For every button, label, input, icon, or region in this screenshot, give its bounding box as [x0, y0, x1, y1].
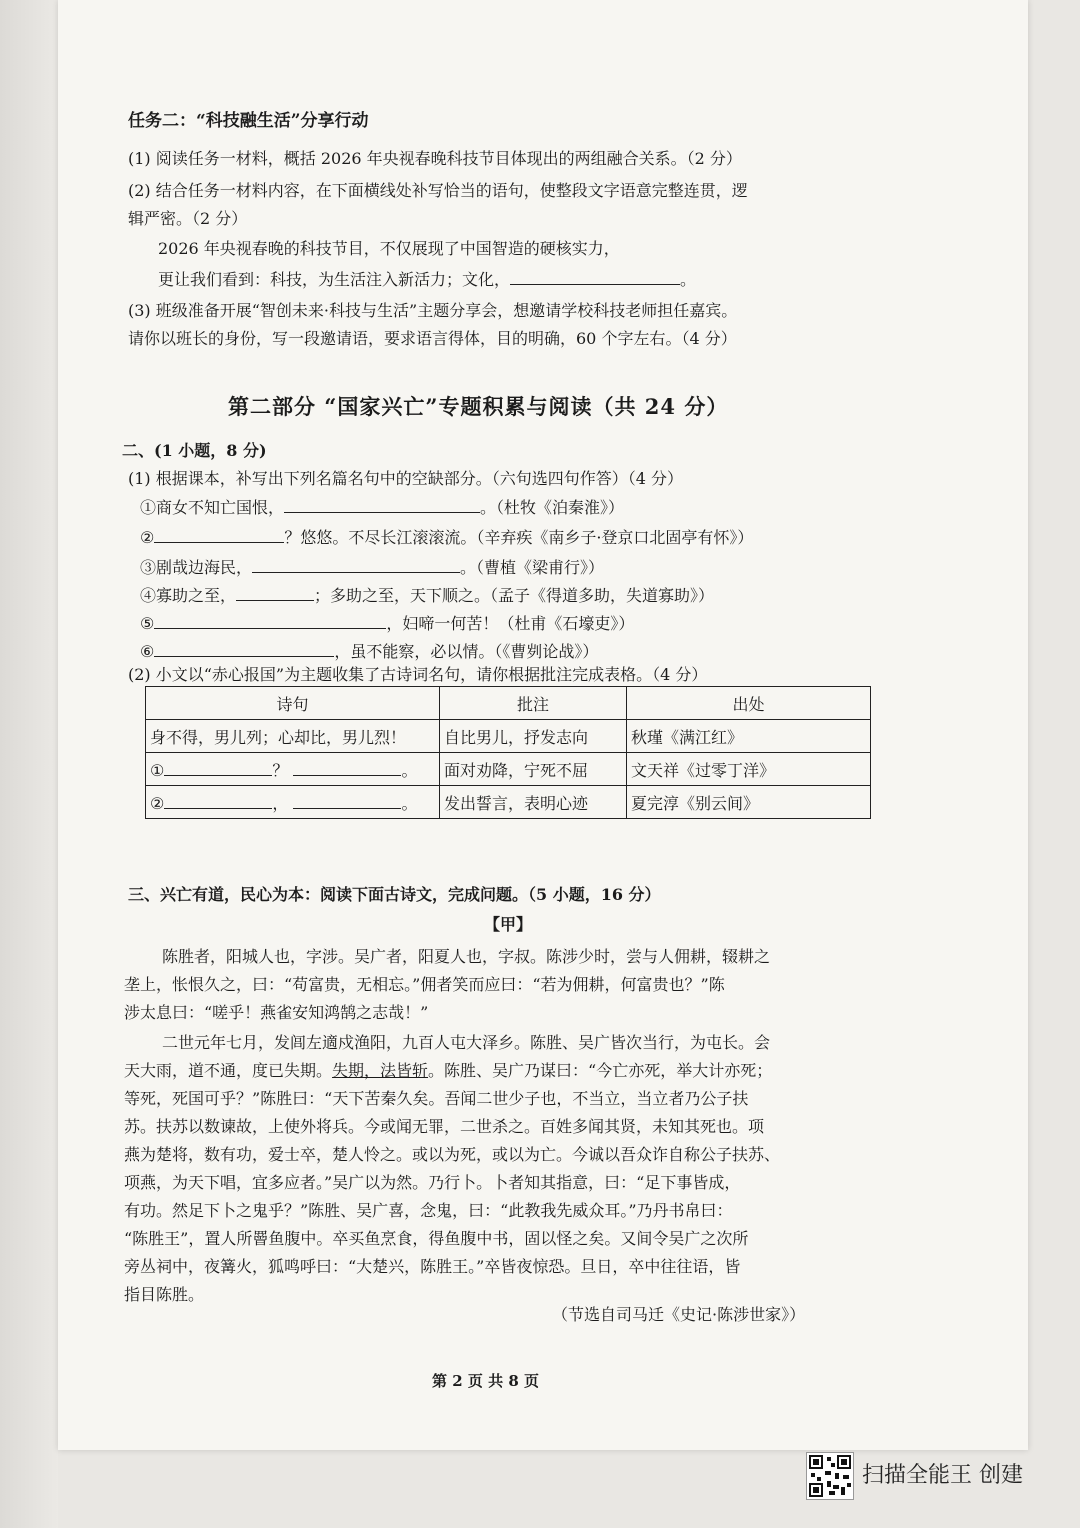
task2-q2-line1: (2) 结合任务一材料内容，在下面横线处补写恰当的语句，使整段文字语意完整连贯，逻 [128, 181, 748, 200]
passage-line: “陈胜王”，置人所罾鱼腹中。卒买鱼烹食，得鱼腹中书，固以怪之矣。又间令吴广之次所 [124, 1229, 749, 1248]
paper-edge [0, 0, 58, 1528]
cell-poem-blank [146, 753, 440, 786]
answer-blank[interactable] [164, 792, 272, 809]
qr-code-icon[interactable] [806, 1452, 854, 1500]
item4-text: ④寡助之至， [140, 586, 237, 605]
passage-label-jia: 【甲】 [484, 915, 533, 934]
item6-mark: ⑥ [140, 642, 155, 661]
passage-text: 天大雨，道不通，度已失期。 [124, 1061, 333, 1080]
answer-blank[interactable] [154, 640, 334, 657]
cell-source: 夏完淳《别云间》 [627, 786, 871, 819]
answer-blank[interactable] [293, 792, 401, 809]
answer-blank[interactable] [284, 496, 480, 513]
row-end: 。 [401, 760, 418, 780]
table-row [146, 720, 871, 753]
task2-q2-para2-end: 。 [680, 270, 697, 289]
item3-text: ③剧哉边海民， [140, 558, 253, 577]
task2-title: 任务二：“科技融生活”分享行动 [128, 111, 369, 131]
passage-line: 等死，死国可乎？”陈胜曰：“天下苦秦久矣。吾闻二世少子也，不当立，当立者乃公子扶 [124, 1089, 749, 1108]
table-header-row [146, 687, 871, 720]
part2-title: 第二部分 “国家兴亡”专题积累与阅读（共 24 分） [228, 394, 729, 419]
section2-q2: (2) 小文以“赤心报国”为主题收集了古诗词名句，请你根据批注完成表格。（4 分） [128, 665, 708, 684]
passage-line: 有功。然足下卜之鬼乎？”陈胜、吴广喜，念鬼，曰：“此教我先威众耳。”乃丹书帛曰： [124, 1201, 733, 1220]
section2-q1: (1) 根据课本，补写出下列名篇名句中的空缺部分。（六句选四句作答）（4 分） [128, 469, 684, 488]
passage-line: 垄上，怅恨久之，曰：“苟富贵，无相忘。”佣者笑而应曰：“若为佣耕，何富贵也？”陈 [124, 975, 725, 994]
passage-line: 指目陈胜。 [124, 1285, 205, 1304]
fill-item-5 [140, 612, 634, 635]
task2-q2-line2: 辑严密。（2 分） [128, 209, 248, 228]
cell-poem: 身不得，男儿列；心却比，男儿烈！ [146, 720, 440, 753]
cell-note: 发出誓言，表明心迹 [440, 786, 627, 819]
fill-item-3 [140, 556, 604, 579]
item3-source: 。（曹植《梁甫行》） [460, 558, 605, 577]
passage-text: 。陈胜、吴广乃谋曰：“今亡亦死，举大计亦死； [428, 1061, 773, 1080]
answer-blank[interactable] [164, 759, 272, 776]
qr-code-graphic [807, 1453, 853, 1499]
underlined-phrase: 失期，法皆斩 [332, 1061, 429, 1080]
item6-text: ，虽不能察，必以情。（《曹刿论战》） [334, 642, 599, 661]
cell-note: 面对劝降，宁死不屈 [440, 753, 627, 786]
answer-blank[interactable] [293, 759, 401, 776]
passage-line: 旁丛祠中，夜篝火，狐鸣呼曰：“大楚兴，陈胜王。”卒皆夜惊恐。旦日，卒中往往语，皆 [124, 1257, 741, 1276]
item2-text: ？悠悠。不尽长江滚滚流。（辛弃疾《南乡子·登京口北固亭有怀》） [284, 528, 754, 547]
answer-blank[interactable] [154, 526, 284, 543]
task2-q3-line1: (3) 班级准备开展“智创未来·科技与生活”主题分享会，想邀请学校科技老师担任嘉宾。 [128, 301, 738, 320]
cell-poem-blank [146, 786, 440, 819]
answer-blank[interactable] [236, 584, 314, 601]
row-mark: ② [150, 793, 165, 813]
section2-heading: 二、(1 小题，8 分) [122, 441, 267, 460]
table-row [146, 753, 871, 786]
task2-q3-line2: 请你以班长的身份，写一段邀请语，要求语言得体，目的明确，60 个字左右。（4 分） [128, 329, 737, 348]
cell-source: 秋瑾《满江红》 [627, 720, 871, 753]
answer-blank[interactable] [252, 556, 460, 573]
passage-line: 二世元年七月，发闾左適戍渔阳，九百人屯大泽乡。陈胜、吴广皆次当行，为屯长。会 [162, 1033, 771, 1052]
answer-blank[interactable] [510, 268, 680, 285]
item4-source: ；多助之至，天下顺之。（孟子《得道多助，失道寡助》） [314, 586, 715, 605]
row-sep: ， [272, 793, 289, 813]
passage-line: 项燕，为天下唱，宜多应者。”吴广以为然。乃行卜。卜者知其指意，曰：“足下事皆成， [124, 1173, 741, 1192]
item1-text: ①商女不知亡国恨， [140, 498, 285, 517]
task2-q2-para2-text: 更让我们看到：科技，为生活注入新活力；文化， [158, 270, 511, 289]
fill-item-1 [140, 496, 624, 519]
item5-text: ，妇啼一何苦！（杜甫《石壕吏》） [386, 614, 635, 633]
row-mark: ① [150, 760, 165, 780]
item2-mark: ② [140, 528, 155, 547]
passage-line [124, 1060, 772, 1082]
scanner-brand-watermark: 扫描全能王 创建 [862, 1463, 1023, 1488]
fill-item-2 [140, 526, 753, 549]
item5-mark: ⑤ [140, 614, 155, 633]
task2-q2-para2 [158, 268, 696, 291]
cell-note: 自比男儿，抒发志向 [440, 720, 627, 753]
header-source: 出处 [627, 687, 871, 720]
passage-line: 苏。扶苏以数谏故，上使外将兵。今或闻无罪，二世杀之。百姓多闻其贤，未知其死也。项 [124, 1117, 765, 1136]
section3-heading: 三、兴亡有道，民心为本：阅读下面古诗文，完成问题。（5 小题，16 分） [128, 885, 661, 904]
passage-source: （节选自司马迁《史记·陈涉世家》） [552, 1305, 806, 1324]
poem-table [145, 686, 871, 819]
passage-line: 燕为楚将，数有功，爱士卒，楚人怜之。或以为死，或以为亡。今诚以吾众诈自称公子扶苏、 [124, 1145, 781, 1164]
header-note: 批注 [440, 687, 627, 720]
fill-item-6 [140, 640, 598, 663]
row-sep: ？ [272, 760, 289, 780]
passage-line: 陈胜者，阳城人也，字涉。吴广者，阳夏人也，字叔。陈涉少时，尝与人佣耕，辍耕之 [162, 947, 771, 966]
cell-source: 文天祥《过零丁洋》 [627, 753, 871, 786]
header-poem: 诗句 [146, 687, 440, 720]
row-end: 。 [401, 793, 418, 813]
task2-q1: (1) 阅读任务一材料，概括 2026 年央视春晚科技节目体现出的两组融合关系。（2 分） [128, 149, 742, 168]
task2-q2-para1: 2026 年央视春晚的科技节目，不仅展现了中国智造的硬核实力， [158, 239, 620, 258]
fill-item-4 [140, 584, 714, 607]
answer-blank[interactable] [154, 612, 386, 629]
page-number: 第 2 页 共 8 页 [432, 1372, 539, 1390]
passage-line: 涉太息曰：“嗟乎！燕雀安知鸿鹄之志哉！” [124, 1003, 429, 1022]
item1-source: 。（杜牧《泊秦淮》） [480, 498, 625, 517]
table-row [146, 786, 871, 819]
